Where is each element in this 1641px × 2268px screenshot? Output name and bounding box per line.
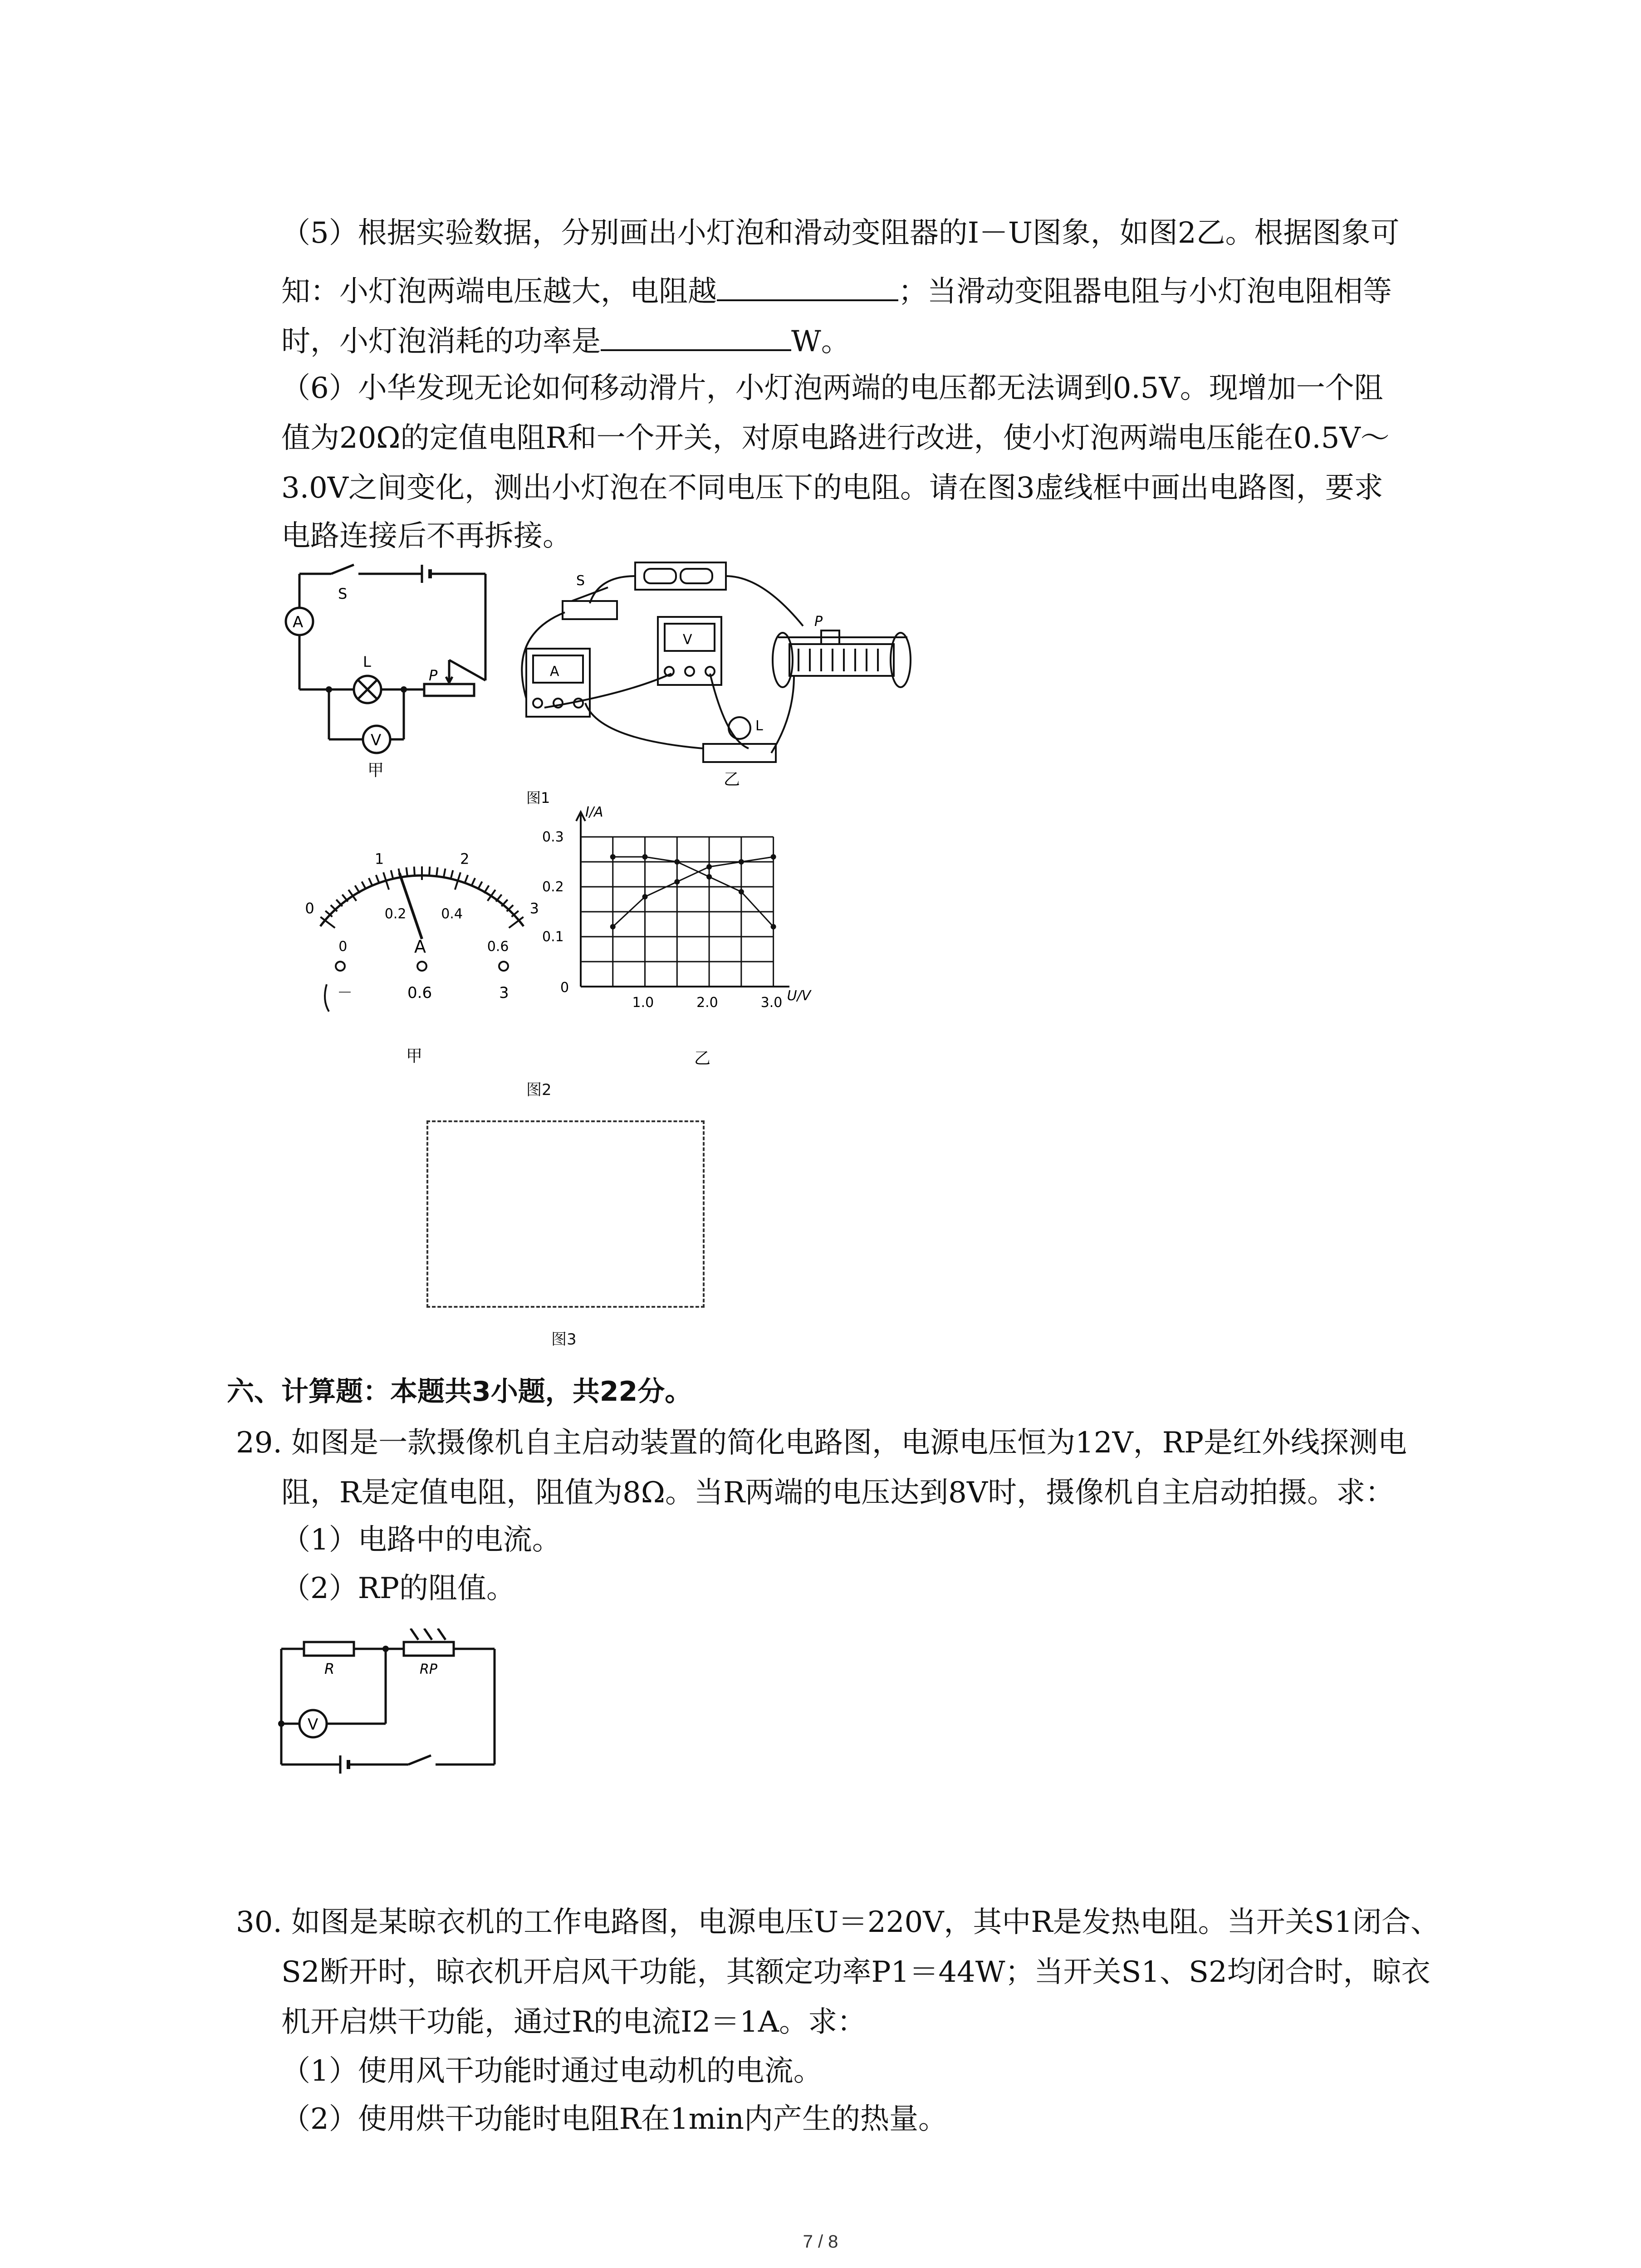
q30-line2: S2断开时，晾衣机开启风干功能，其额定功率P1＝44W；当开关S1、S2均闭合时，晾衣: [281, 1955, 1430, 1989]
x-tick-label: 1.0: [632, 995, 654, 1011]
q28-p6-line4: 电路连接后不再拆接。: [281, 519, 572, 553]
fig3-caption: 图3: [551, 1330, 577, 1349]
data-point: [674, 859, 680, 865]
dial-top-tick-label: 1: [374, 850, 384, 868]
q28-p5-line2: [281, 268, 1392, 313]
y-tick-label: 0.2: [542, 879, 564, 895]
data-point: [642, 854, 648, 860]
data-point: [706, 874, 712, 880]
ammeter-label: A: [293, 613, 304, 631]
lamp-label: L: [363, 653, 371, 670]
x-axis-label: U/V: [787, 988, 811, 1004]
section-6-title: 六、计算题：本题共3小题，共22分。: [227, 1376, 692, 1408]
dial-bottom-tick-label: 0.6: [487, 938, 509, 955]
dial-bottom-tick-label: 0: [338, 938, 348, 955]
q28-p5-line2a: 知：小灯泡两端电压越大，电阻越: [281, 275, 717, 308]
dial-top-tick-label: 0: [305, 899, 314, 917]
ammeter-unit: A: [414, 937, 426, 957]
apparatus-ammeter-label: A: [550, 664, 559, 679]
dial-tick: [429, 867, 430, 876]
dial-top-tick-label: 2: [460, 850, 470, 868]
figure-1: [272, 558, 926, 812]
apparatus-lamp-label: L: [755, 718, 763, 734]
q28-p6-line2: 值为20Ω的定值电阻R和一个开关，对原电路进行改进，使小灯泡两端电压能在0.5V～: [281, 421, 1390, 455]
q29-line4: （2）RP的阻值。: [281, 1572, 515, 1605]
q30-line5: （2）使用烘干功能时电阻R在1min内产生的热量。: [281, 2102, 947, 2136]
dial-bottom-tick-label: 0.4: [441, 906, 463, 922]
page-number: 7 / 8: [803, 2232, 838, 2252]
fig1-yi-label: 乙: [724, 770, 740, 789]
fig2-jia-label: 甲: [406, 1047, 423, 1066]
apparatus-yi: [522, 562, 911, 762]
q28-p5-line3a: 时，小灯泡消耗的功率是: [281, 325, 601, 358]
q29-rp-label: RP: [420, 1662, 437, 1677]
data-point: [739, 889, 744, 894]
dial-top-tick-label: 3: [529, 899, 539, 917]
q30-line3: 机开启烘干功能，通过R的电流I2＝1A。求：: [281, 2005, 867, 2039]
series-line-2: [613, 857, 774, 927]
answer-blank-power[interactable]: [601, 318, 791, 351]
y-tick-label: 0: [560, 980, 569, 996]
data-point: [642, 894, 648, 899]
data-point: [610, 854, 616, 860]
q29-circuit: [277, 1628, 504, 1783]
terminal-negative: －: [337, 984, 353, 1002]
dial-arc: [320, 875, 524, 926]
data-point: [739, 859, 744, 865]
q28-p6-line3: 3.0V之间变化，测出小灯泡在不同电压下的电阻。请在图3虚线框中画出电路图，要求: [281, 471, 1383, 505]
x-tick-label: 2.0: [696, 995, 718, 1011]
q29-r-label: R: [324, 1660, 335, 1677]
data-point: [706, 864, 712, 870]
q29-line1: 29. 如图是一款摄像机自主启动装置的简化电路图，电源电压恒为12V，RP是红外线探测电: [236, 1426, 1407, 1460]
q29-line3: （1）电路中的电流。: [281, 1523, 561, 1557]
terminal-3: 3: [499, 984, 509, 1002]
dial-tick: [436, 867, 437, 876]
iu-graph: [531, 796, 876, 1105]
data-point: [674, 879, 680, 885]
q28-p5-line2b: ；当滑动变阻器电阻与小灯泡电阻相等: [898, 275, 1392, 308]
fig2-yi-label: 乙: [694, 1049, 711, 1068]
apparatus-voltmeter-label: V: [683, 632, 692, 648]
q28-p6-line1: （6）小华发现无论如何移动滑片，小灯泡两端的电压都无法调到0.5V。现增加一个阻: [281, 371, 1383, 405]
apparatus-slider-label: P: [814, 614, 823, 630]
q30-line4: （1）使用风干功能时通过电动机的电流。: [281, 2054, 823, 2088]
x-tick-label: 3.0: [760, 995, 783, 1011]
terminal-0-6: 0.6: [407, 984, 432, 1002]
answer-drawing-box[interactable]: [426, 1120, 705, 1308]
q28-p5-line1: （5）根据实验数据，分别画出小灯泡和滑动变阻器的I－U图象，如图2乙。根据图象可: [281, 216, 1400, 250]
answer-blank-resistance[interactable]: [717, 268, 898, 301]
dial-tick: [444, 869, 446, 878]
series-line-1: [613, 857, 774, 927]
fig2-caption: 图2: [526, 1081, 552, 1099]
data-point: [771, 924, 776, 929]
dial-tick: [414, 867, 415, 876]
q28-p5-line3b: W。: [791, 325, 850, 358]
ammeter-dial: [272, 821, 563, 1080]
voltmeter-label: V: [371, 731, 382, 749]
switch-label: S: [338, 585, 348, 602]
slider-label: P: [429, 667, 438, 684]
fig1-jia-label: 甲: [367, 761, 384, 780]
apparatus-switch-label: S: [576, 573, 585, 589]
y-tick-label: 0.1: [542, 929, 564, 945]
fig1-caption: 图1: [526, 789, 550, 807]
q29-line2: 阻，R是定值电阻，阻值为8Ω。当R两端的电压达到8V时，摄像机自主启动拍摄。求：: [281, 1476, 1395, 1510]
dial-bottom-tick-label: 0.2: [384, 906, 407, 922]
q30-line1: 30. 如图是某晾衣机的工作电路图，电源电压U＝220V，其中R是发热电阻。当开关S1闭合、: [236, 1906, 1440, 1939]
y-axis-label: I/A: [585, 804, 603, 820]
data-point: [610, 924, 616, 929]
circuit-diagram-jia: [286, 565, 485, 753]
q28-p5-line3: [281, 318, 850, 363]
q29-voltmeter-label: V: [308, 1716, 318, 1734]
data-point: [771, 854, 776, 860]
y-tick-label: 0.3: [542, 829, 564, 845]
